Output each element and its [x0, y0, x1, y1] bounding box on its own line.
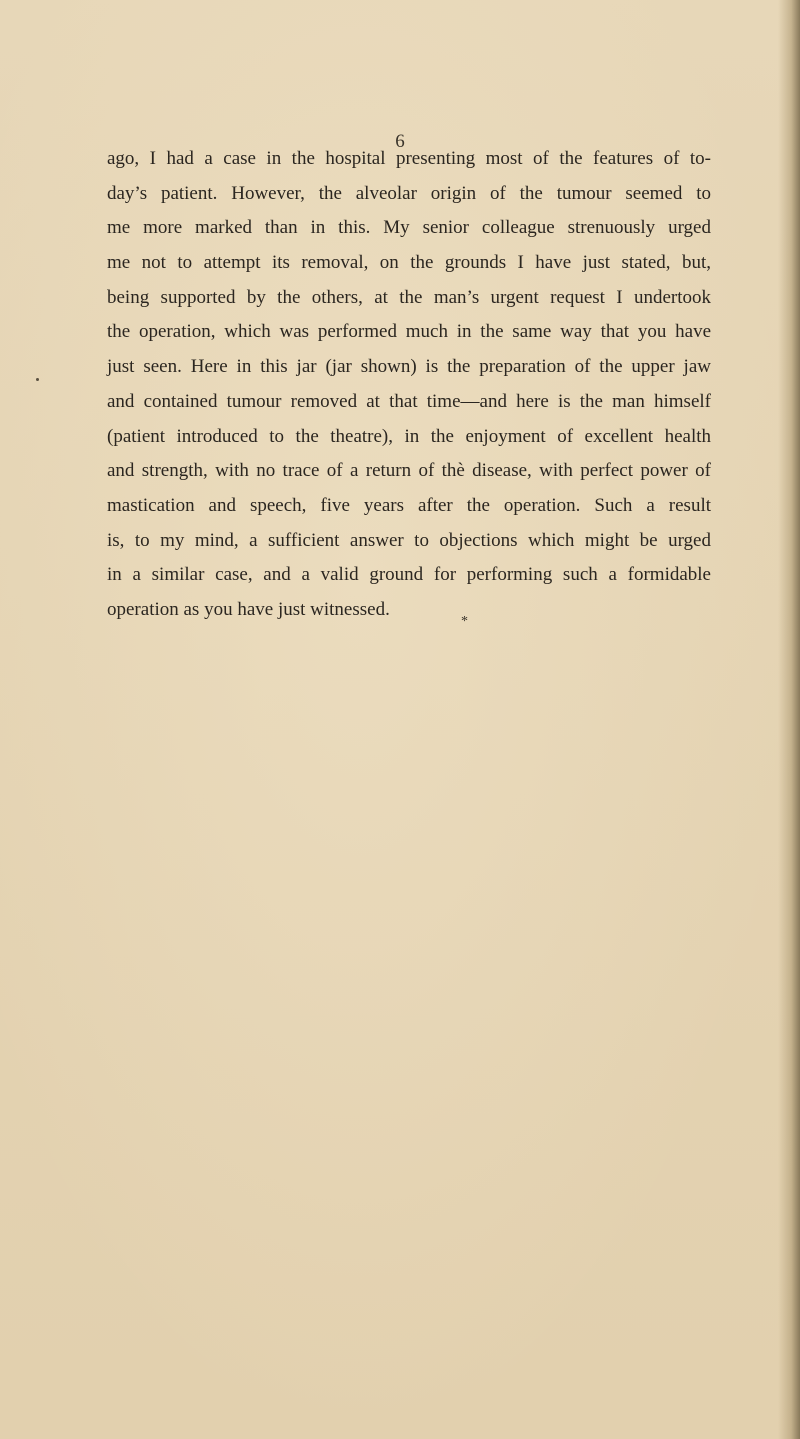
text-line: (patient introduced to the theatre), in the enjoyment of excellent health [107, 425, 711, 447]
page-edge-shadow [778, 0, 800, 1439]
end-mark: * [461, 614, 468, 629]
text-line: mastication and speech, five years after the operation. Such a result [107, 494, 711, 516]
ink-speck [36, 378, 39, 381]
text-line: day’s patient. However, the alveolar origin of the tumour seemed to [107, 182, 711, 204]
text-line: me not to attempt its removal, on the grounds I have just stated, but, [107, 252, 711, 274]
text-line: and strength, with no trace of a return of thè disease, with perfect power of [107, 460, 711, 482]
text-line: being supported by the others, at the man’s urgent request I undertook [107, 286, 711, 308]
page-number: 6 [395, 131, 405, 152]
text-line: ago, I had a case in the hospital presenting most of the features of to- [107, 148, 711, 169]
text-line: and contained tumour removed at that time—and here is the man himself [107, 390, 711, 412]
body-paragraph [107, 142, 711, 628]
text-line: me more marked than in this. My senior colleague strenuously urged [107, 217, 711, 239]
text-line: in a similar case, and a valid ground for performing such a formidable [107, 564, 711, 586]
text-line: the operation, which was performed much in the same way that you have [107, 321, 711, 343]
text-line: operation as you have just witnessed. [107, 598, 390, 620]
text-line: just seen. Here in this jar (jar shown) is the preparation of the upper jaw [107, 356, 711, 378]
text-line: is, to my mind, a sufficient answer to objections which might be urged [107, 529, 711, 551]
